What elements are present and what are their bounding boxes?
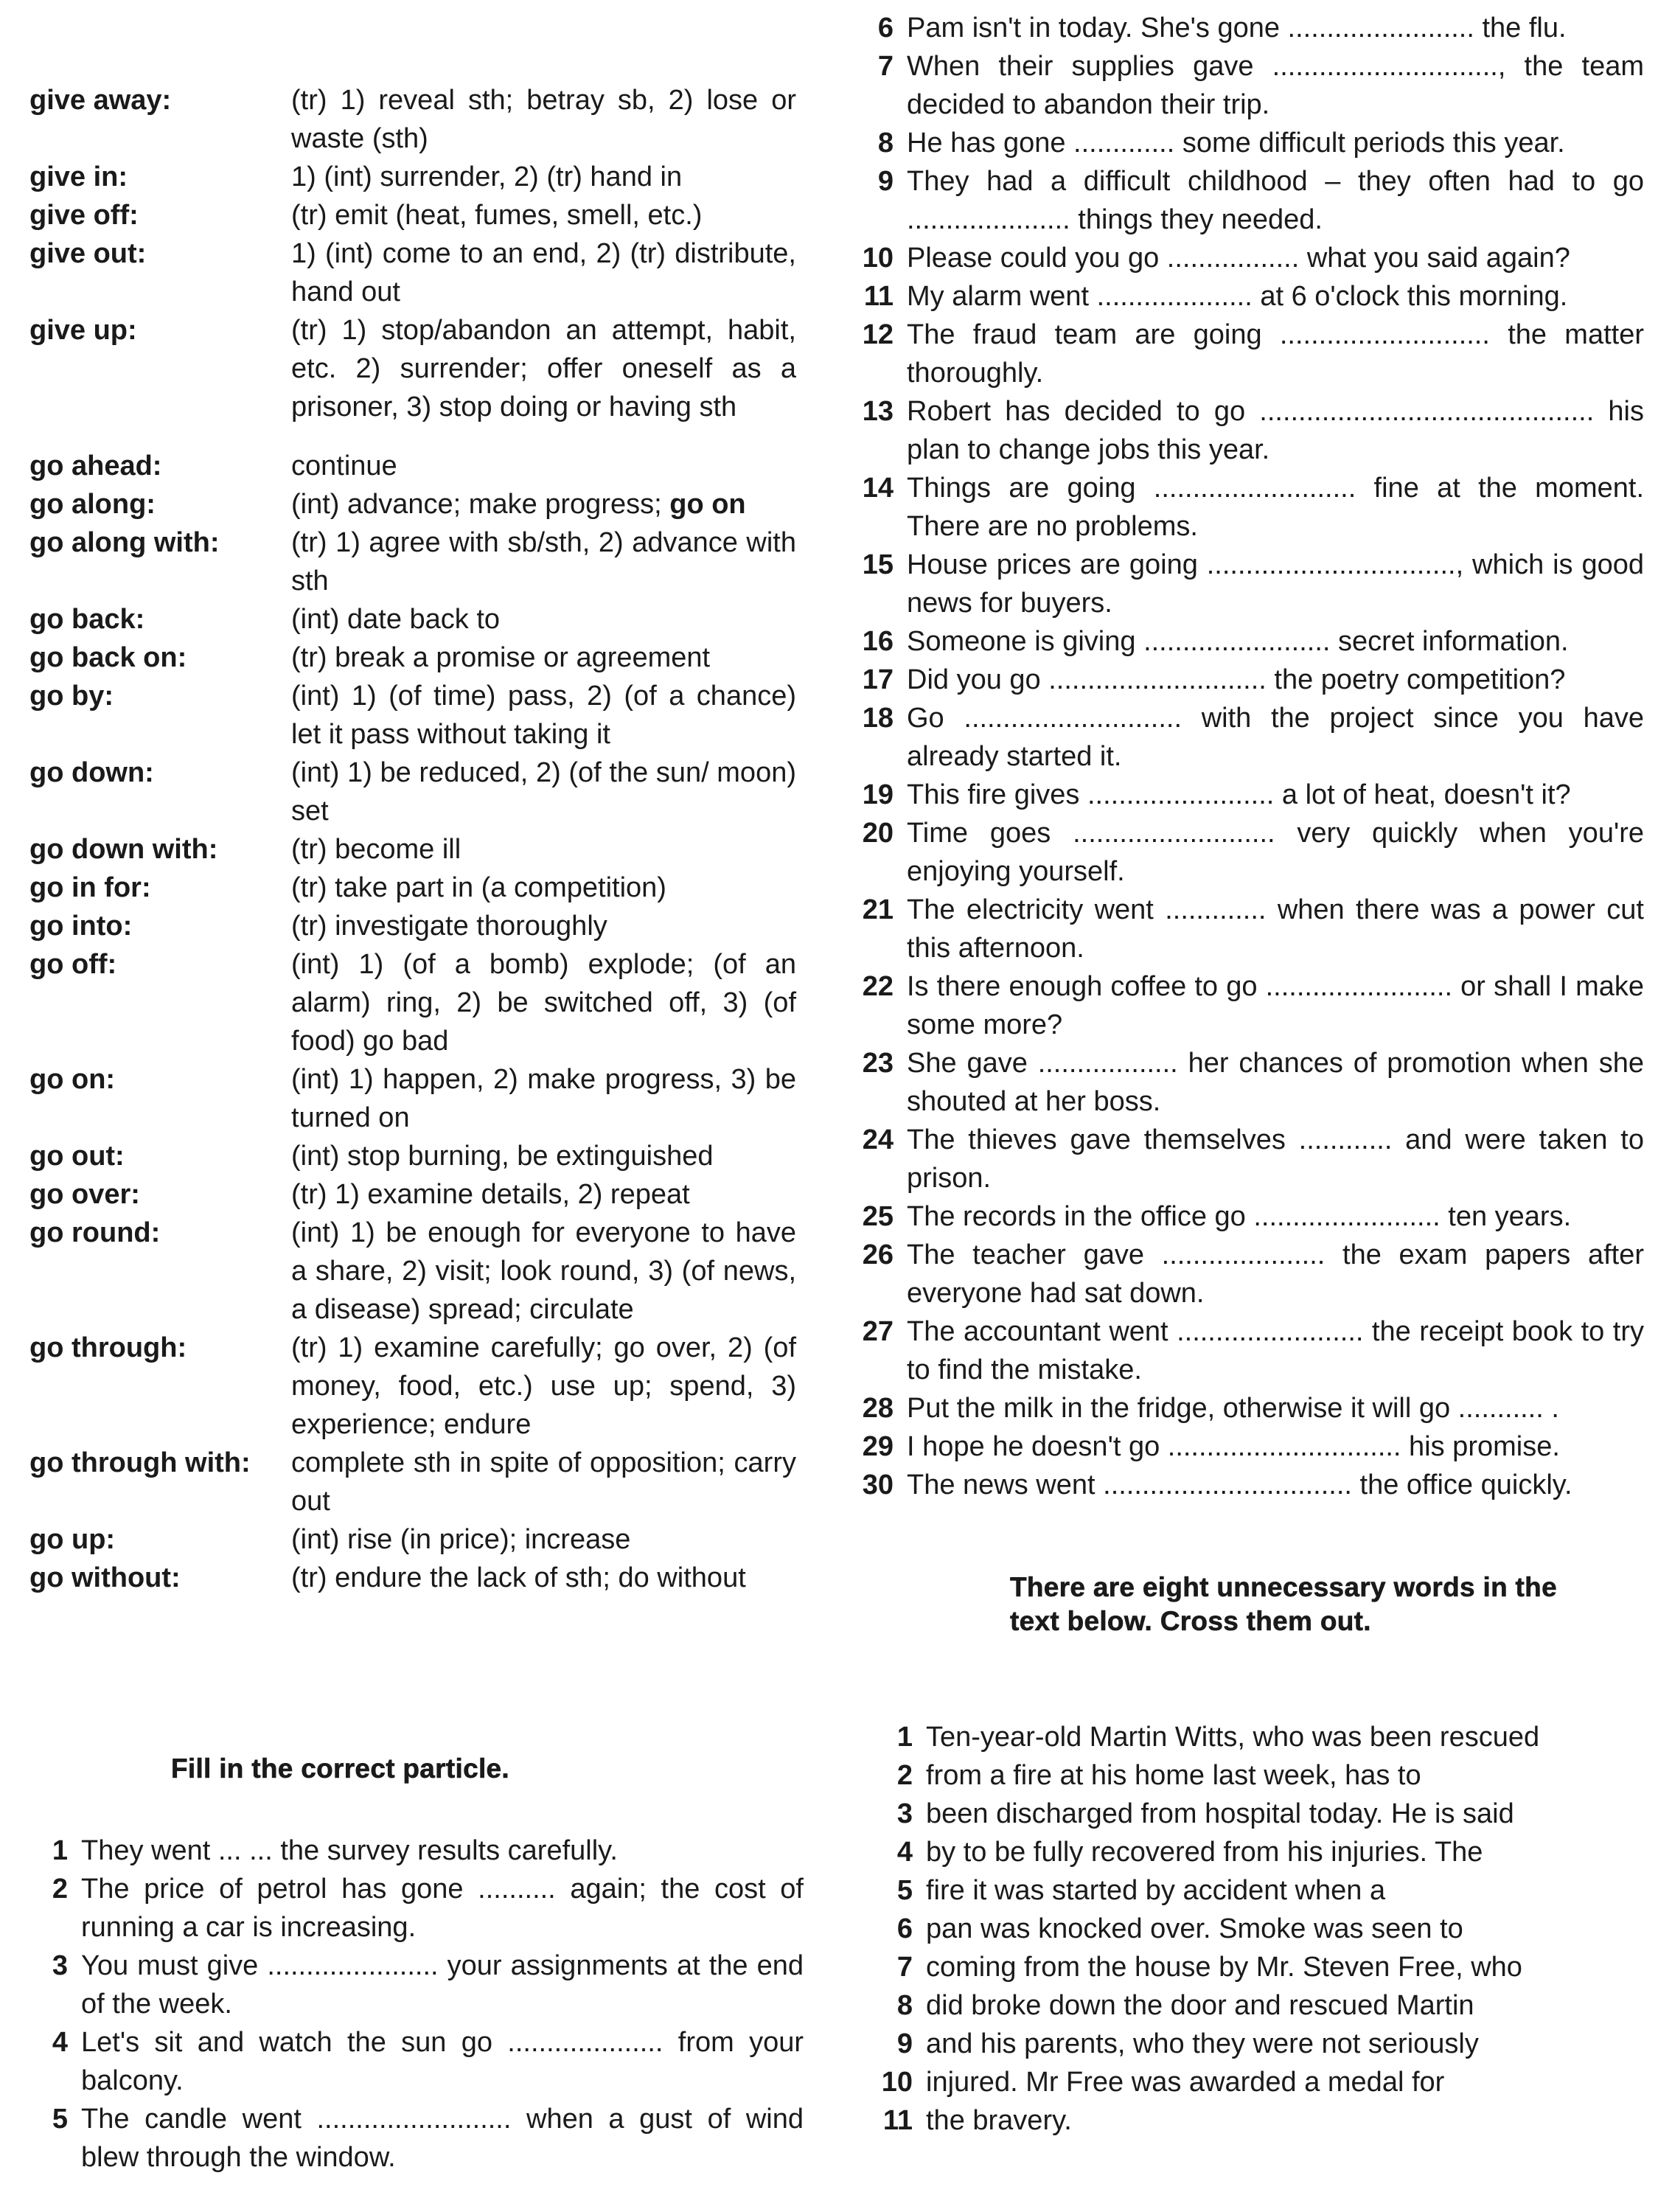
item-text: The records in the office go ........................ ten years. (907, 1201, 1572, 1232)
item-number: 14 (862, 473, 894, 504)
glossary-term: go out: (29, 1141, 125, 1172)
glossary-term: go back on: (29, 642, 187, 673)
line-text: coming from the house by Mr. Steven Free, who (926, 1952, 1522, 1983)
line-number: 11 (882, 2105, 913, 2136)
glossary-entry (29, 907, 796, 945)
glossary-entry (29, 677, 796, 754)
glossary-definition: continue (291, 451, 397, 481)
item-text: Robert has decided to go ........................................... his plan to change jobs this year. (907, 396, 1644, 465)
exercise-item (29, 2100, 804, 2177)
glossary-term: give in: (29, 161, 128, 192)
glossary-definition: (tr) become ill (291, 834, 461, 865)
text-line (870, 1986, 1644, 2025)
line-text: injured. Mr Free was awarded a medal for (926, 2067, 1445, 2098)
item-number: 30 (862, 1470, 894, 1500)
item-number: 29 (862, 1431, 894, 1462)
item-text: The candle went ......................... when a gust of wind blew through the window. (81, 2104, 804, 2173)
glossary-term: give out: (29, 238, 147, 269)
glossary-term: go in for: (29, 872, 151, 903)
glossary-entry (29, 1175, 796, 1214)
item-number: 22 (862, 971, 894, 1002)
item-text: Did you go ............................ the poetry competition? (907, 664, 1566, 695)
line-text: been discharged from hospital today. He is said (926, 1798, 1514, 1829)
exercise-text-heading: There are eight unnecessary words in the text below. Cross them out. (1010, 1572, 1557, 1636)
line-number: 1 (896, 1722, 913, 1753)
line-text: Ten-year-old Martin Witts, who was been rescued (926, 1722, 1540, 1753)
glossary-definition: (tr) investigate thoroughly (291, 911, 607, 942)
glossary-term: go on: (29, 1064, 116, 1095)
glossary-definition: (int) 1) be enough for everyone to have a share, 2) visit; look round, 3) (of news, a disease) spread; circulate (291, 1217, 796, 1325)
glossary-definition-bold: go on (669, 489, 746, 520)
line-number: 3 (896, 1798, 913, 1829)
glossary-entry (29, 1214, 796, 1329)
exercise-item (855, 469, 1644, 546)
item-number: 19 (862, 779, 894, 810)
glossary-term: go into: (29, 911, 133, 942)
line-number: 9 (896, 2028, 913, 2059)
exercise-item (855, 1427, 1644, 1466)
exercise-item (855, 699, 1644, 776)
glossary-entry (29, 524, 796, 600)
exercise-item (855, 47, 1644, 124)
glossary-definition: (tr) break a promise or agreement (291, 642, 711, 673)
item-text: The news went ................................ the office quickly. (907, 1470, 1572, 1500)
glossary-entry (29, 234, 796, 311)
glossary-entry (29, 485, 796, 524)
exercise-text-lines (870, 1718, 1644, 2140)
item-number: 2 (52, 1874, 68, 1905)
glossary-term: give away: (29, 85, 172, 116)
item-text: Pam isn't in today. She's gone ........................ the flu. (907, 13, 1567, 44)
item-text: My alarm went .................... at 6 o'clock this morning. (907, 281, 1568, 312)
item-number: 23 (862, 1048, 894, 1079)
line-text: from a fire at his home last week, has to (926, 1760, 1421, 1791)
exercise-item (855, 1197, 1644, 1236)
glossary-entry (29, 447, 796, 485)
item-text: Someone is giving ........................ secret information. (907, 626, 1569, 657)
glossary-entry (29, 1559, 796, 1597)
glossary-entry (29, 81, 796, 158)
glossary-entry (29, 869, 796, 907)
text-line (870, 1795, 1644, 1833)
text-line (870, 2063, 1644, 2101)
glossary-entry (29, 639, 796, 677)
item-text: Let's sit and watch the sun go .................... from your balcony. (81, 2027, 804, 2096)
item-text: Time goes .......................... very quickly when you're enjoying yourself. (907, 818, 1644, 887)
glossary-definition: (int) 1) happen, 2) make progress, 3) be turned on (291, 1064, 796, 1133)
exercise-item (855, 661, 1644, 699)
item-number: 20 (862, 818, 894, 849)
item-text: House prices are going ................................, which is good news for buyers. (907, 549, 1644, 619)
glossary-term: give up: (29, 315, 137, 346)
item-number: 7 (877, 51, 894, 82)
item-number: 11 (863, 281, 894, 312)
glossary-definition: (tr) 1) examine details, 2) repeat (291, 1179, 690, 1210)
glossary-term: go round: (29, 1217, 161, 1248)
item-number: 6 (877, 13, 894, 44)
exercise-item (855, 1312, 1644, 1389)
item-text: The fraud team are going ........................... the matter thoroughly. (907, 319, 1644, 389)
glossary-term: go up: (29, 1524, 116, 1555)
glossary-spacer (29, 426, 796, 447)
glossary-entry (29, 830, 796, 869)
exercise-item (855, 239, 1644, 277)
glossary-definition: 1) (int) come to an end, 2) (tr) distribute, hand out (291, 238, 796, 307)
glossary-definition: (int) stop burning, be extinguished (291, 1141, 714, 1172)
glossary-definition: 1) (int) surrender, 2) (tr) hand in (291, 161, 683, 192)
item-number: 1 (52, 1835, 68, 1866)
exercise-item (855, 124, 1644, 162)
exercise-item (855, 814, 1644, 891)
item-number: 24 (862, 1124, 894, 1155)
exercise-item (855, 392, 1644, 469)
glossary-term: go through with: (29, 1447, 251, 1478)
line-number: 8 (896, 1990, 913, 2021)
line-text: fire it was started by accident when a (926, 1875, 1386, 1906)
item-number: 28 (862, 1393, 894, 1424)
exercise-item (855, 1121, 1644, 1197)
text-line (870, 1833, 1644, 1871)
line-text: did broke down the door and rescued Martin (926, 1990, 1474, 2021)
text-line (870, 1756, 1644, 1795)
line-number: 6 (896, 1913, 913, 1944)
glossary-term: go along with: (29, 527, 220, 558)
line-text: by to be fully recovered from his injuries. The (926, 1837, 1483, 1868)
item-number: 25 (862, 1201, 894, 1232)
line-text: and his parents, who they were not seriously (926, 2028, 1479, 2059)
item-text: When their supplies gave ............................., the team decided to abandon their trip. (907, 51, 1644, 120)
item-number: 17 (862, 664, 894, 695)
item-text: Things are going .......................... fine at the moment. There are no problems. (907, 473, 1644, 542)
glossary-term: go ahead: (29, 451, 162, 481)
item-text: You must give ...................... your assignments at the end of the week. (81, 1950, 804, 2020)
text-line (870, 1871, 1644, 1910)
glossary-definition (291, 485, 796, 524)
item-text: She gave .................. her chances of promotion when she shouted at her boss. (907, 1048, 1644, 1117)
glossary-entry (29, 1137, 796, 1175)
exercise-item (855, 162, 1644, 239)
exercise-item (29, 2023, 804, 2100)
glossary-term: go down: (29, 757, 154, 788)
item-number: 5 (52, 2104, 68, 2135)
exercise-item (855, 546, 1644, 622)
item-number: 16 (862, 626, 894, 657)
item-number: 27 (862, 1316, 894, 1347)
glossary-entry (29, 1520, 796, 1559)
glossary-definition: (tr) emit (heat, fumes, smell, etc.) (291, 200, 703, 231)
glossary-entry (29, 1444, 796, 1520)
glossary-definition: (int) 1) (of a bomb) explode; (of an alarm) ring, 2) be switched off, 3) (of food) go bad (291, 949, 796, 1057)
glossary-term: go through: (29, 1332, 187, 1363)
item-text: The electricity went ............. when there was a power cut this afternoon. (907, 894, 1644, 964)
item-number: 21 (862, 894, 894, 925)
exercise-item (855, 1389, 1644, 1427)
glossary-definition: (tr) endure the lack of sth; do without (291, 1562, 746, 1593)
item-number: 4 (52, 2027, 68, 2058)
item-text: He has gone ............. some difficult periods this year. (907, 128, 1565, 159)
text-line (870, 2101, 1644, 2140)
glossary-term: go back: (29, 604, 145, 635)
item-text: The accountant went ........................ the receipt book to try to find the mistake. (907, 1316, 1644, 1385)
glossary-term: go along: (29, 489, 156, 520)
line-number: 7 (896, 1952, 913, 1983)
glossary-definition: (tr) 1) examine carefully; go over, 2) (of money, food, etc.) use up; spend, 3) experience; endure (291, 1332, 796, 1440)
exercise-item (855, 277, 1644, 316)
glossary-definition: (int) rise (in price); increase (291, 1524, 631, 1555)
glossary-entry (29, 1060, 796, 1137)
exercise-item (29, 1947, 804, 2023)
text-line (870, 1910, 1644, 1948)
item-number: 8 (877, 128, 894, 159)
glossary-definition: (int) date back to (291, 604, 501, 635)
exercise-item (855, 776, 1644, 814)
glossary-term: go down with: (29, 834, 218, 865)
glossary-entry (29, 600, 796, 639)
glossary-definition: (int) 1) (of time) pass, 2) (of a chance) let it pass without taking it (291, 681, 796, 750)
exercise-item (855, 1466, 1644, 1504)
exercise-particle-list-b (855, 9, 1644, 1504)
glossary-term: go by: (29, 681, 114, 712)
item-number: 3 (52, 1950, 68, 1981)
item-number: 13 (862, 396, 894, 427)
item-number: 10 (862, 243, 894, 274)
exercise-item (855, 316, 1644, 392)
exercise-particle-list-a (29, 1832, 804, 2177)
glossary-definition-text: (int) advance; make progress; (291, 489, 662, 520)
item-number: 9 (877, 166, 894, 197)
glossary-term: give off: (29, 200, 139, 231)
line-number: 10 (881, 2067, 913, 2098)
glossary-definition: (tr) 1) reveal sth; betray sb, 2) lose or waste (sth) (291, 85, 796, 154)
item-text: The thieves gave themselves ............ and were taken to prison. (907, 1124, 1644, 1194)
item-text: The teacher gave ..................... the exam papers after everyone had sat down. (907, 1239, 1644, 1309)
glossary-definition: (tr) 1) agree with sb/sth, 2) advance with sth (291, 527, 796, 597)
glossary-entry (29, 1329, 796, 1444)
item-number: 26 (862, 1239, 894, 1270)
glossary-term: go over: (29, 1179, 140, 1210)
exercise-item (855, 891, 1644, 967)
exercise-item (855, 1044, 1644, 1121)
glossary-entry (29, 196, 796, 234)
exercise-item (29, 1870, 804, 1947)
glossary-definition: complete sth in spite of opposition; carry out (291, 1447, 796, 1517)
glossary-entry (29, 754, 796, 830)
exercise-item (855, 967, 1644, 1044)
item-text: Go ............................ with the project since you have already started it. (907, 703, 1644, 772)
item-text: Put the milk in the fridge, otherwise it will go ........... . (907, 1393, 1559, 1424)
item-number: 18 (862, 703, 894, 734)
glossary-definition: (int) 1) be reduced, 2) (of the sun/ moon) set (291, 757, 796, 827)
glossary-entry (29, 311, 796, 426)
item-number: 12 (862, 319, 894, 350)
item-text: The price of petrol has gone .......... again; the cost of running a car is increasing. (81, 1874, 804, 1943)
item-text: I hope he doesn't go .............................. his promise. (907, 1431, 1560, 1462)
item-text: They went ... ... the survey results carefully. (81, 1835, 618, 1866)
item-text: Please could you go ................. what you said again? (907, 243, 1570, 274)
line-text: pan was knocked over. Smoke was seen to (926, 1913, 1463, 1944)
line-number: 4 (896, 1837, 913, 1868)
exercise-item (855, 9, 1644, 47)
exercise-particle-heading: Fill in the correct particle. (171, 1753, 509, 1784)
line-text: the bravery. (926, 2105, 1072, 2136)
line-number: 2 (896, 1760, 913, 1791)
text-line (870, 2025, 1644, 2063)
glossary-definition: (tr) 1) stop/abandon an attempt, habit, etc. 2) surrender; offer oneself as a prisoner, 3) stop doing or having sth (291, 315, 796, 422)
text-line (870, 1718, 1644, 1756)
item-text: This fire gives ........................ a lot of heat, doesn't it? (907, 779, 1571, 810)
glossary-entry (29, 945, 796, 1060)
glossary (29, 81, 796, 1597)
glossary-term: go off: (29, 949, 117, 980)
text-line (870, 1948, 1644, 1986)
glossary-definition: (tr) take part in (a competition) (291, 872, 666, 903)
exercise-item (855, 622, 1644, 661)
item-number: 15 (862, 549, 894, 580)
exercise-item (29, 1832, 804, 1870)
item-text: They had a difficult childhood – they often had to go ..................... things they needed. (907, 166, 1644, 235)
exercise-item (855, 1236, 1644, 1312)
line-number: 5 (896, 1875, 913, 1906)
glossary-term: go without: (29, 1562, 181, 1593)
item-text: Is there enough coffee to go ........................ or shall I make some more? (907, 971, 1644, 1040)
glossary-entry (29, 158, 796, 196)
